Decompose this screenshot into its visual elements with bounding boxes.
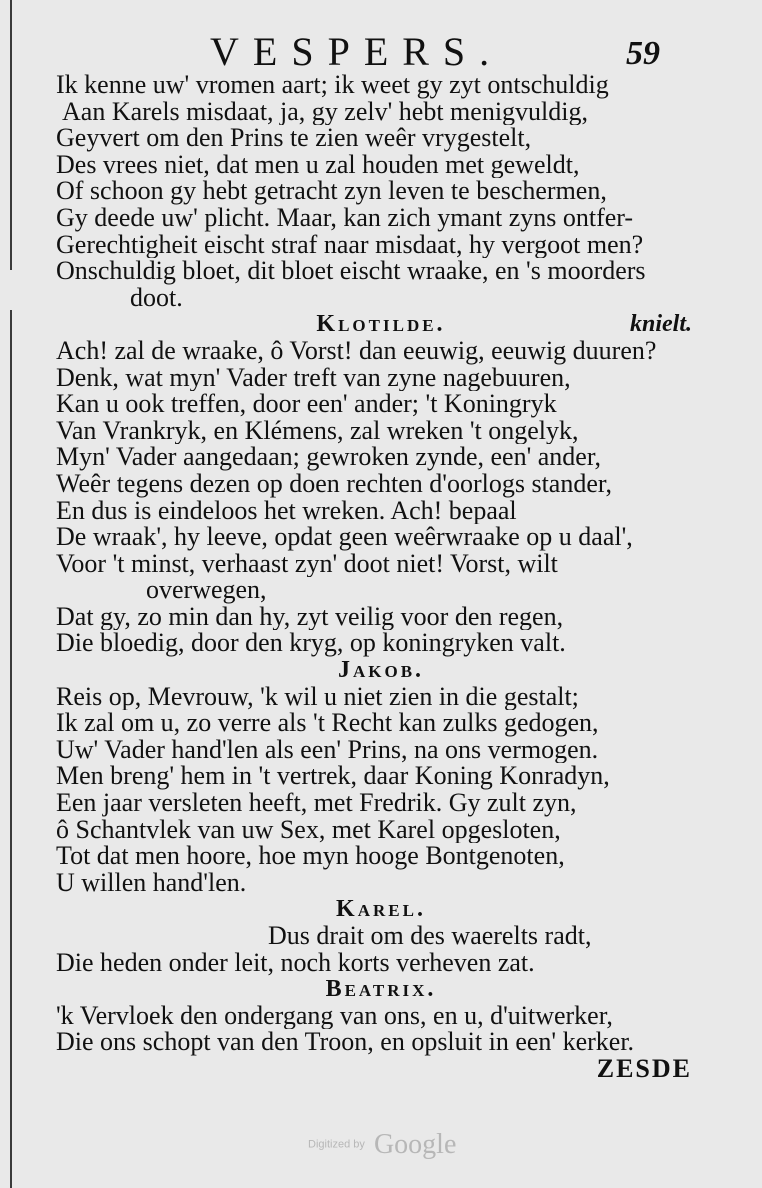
verse-line-continuation: doot. [130, 284, 183, 312]
digitization-watermark [308, 1124, 456, 1164]
verse-line: Gerechtigheit eischt straf naar misdaat, hy vergoot men? [56, 231, 644, 259]
verse-line: Die heden onder leit, noch korts verheven zat. [56, 949, 535, 977]
verse-line: Ik kenne uw' vromen aart; ik weet gy zyt ontschuldig [56, 72, 609, 99]
page-header [0, 28, 762, 76]
verse-line: ô Schantvlek van uw Sex, met Karel opgesloten, [56, 816, 561, 844]
verse-line: Een jaar versleten heeft, met Fredrik. Gy zult zyn, [56, 790, 577, 817]
verse-line: Of schoon gy hebt getracht zyn leven te beschermen, [56, 178, 607, 205]
verse-line: Die ons schopt van den Troon, en opsluit in een' kerker. [56, 1029, 635, 1056]
speaker-karel: Karel. [336, 896, 426, 923]
verse-line: Denk, wat myn' Vader treft van zyne nagebuuren, [56, 364, 571, 392]
verse-line: Myn' Vader aangedaan; gewroken zynde, een' ander, [56, 444, 601, 471]
verse-line: De wraak', hy leeve, opdat geen weêrwraake op u daal', [56, 524, 633, 551]
speaker-beatrix: Beatrix. [325, 976, 437, 1003]
running-title: VESPERS. [210, 29, 504, 74]
page-number: 59 [626, 35, 660, 72]
verse-line: Aan Karels misdaat, ja, gy zelv' hebt menigvuldig, [62, 98, 588, 126]
watermark-small-text: Digitized by [308, 1138, 365, 1151]
verse-line: U willen hand'len. [56, 869, 247, 897]
verse-line: Weêr tegens dezen op doen rechten d'oorlogs stander, [56, 470, 613, 498]
watermark-logo-text: Google [373, 1128, 457, 1160]
verse-line: Onschuldig bloet, dit bloet eischt wraake, en 's moorders [56, 258, 646, 285]
verse-text [56, 72, 706, 1083]
verse-line: Des vrees niet, dat men u zal houden met geweldt, [56, 151, 580, 179]
verse-line: En dus is eindeloos het wreken. Ach! bepaal [56, 497, 517, 525]
verse-line: Men breng' hem in 't vertrek, daar Koning Konradyn, [56, 763, 610, 791]
verse-line: Dus drait om des waerelts radt, [268, 923, 592, 950]
verse-line: Van Vrankryk, en Klémens, zal wreken 't ongelyk, [56, 417, 579, 445]
speaker-jakob: Jakob. [337, 657, 425, 684]
verse-line: 'k Vervloek den ondergang van ons, en u, d'uitwerker, [56, 1002, 613, 1030]
verse-line-continuation: overwegen, [146, 577, 267, 604]
verse-line: Kan u ook treffen, door een' ander; 't Koningryk [56, 391, 557, 418]
verse-line: Geyvert om den Prins te zien weêr vrygestelt, [56, 125, 532, 152]
stage-direction: knielt. [629, 311, 692, 338]
speaker-klotilde: Klotilde. [316, 311, 446, 338]
speaker-heading-row [56, 311, 706, 338]
catchword: ZESDE [596, 1055, 692, 1083]
verse-line: Uw' Vader hand'len als een' Prins, na ons vermogen. [56, 736, 599, 764]
verse-line: Dat gy, zo min dan hy, zyt veilig voor den regen, [56, 603, 564, 631]
verse-line: Tot dat men hoore, hoe myn hooge Bontgenoten, [56, 843, 565, 870]
verse-line: Reis op, Mevrouw, 'k wil u niet zien in die gestalt; [56, 683, 579, 711]
verse-line: Ik zal om u, zo verre als 't Recht kan zulks gedogen, [56, 710, 599, 737]
verse-line: Die bloedig, door den kryg, op koningryken valt. [56, 630, 566, 658]
verse-line: Ach! zal de wraake, ô Vorst! dan eeuwig, eeuwig duuren? [56, 337, 657, 365]
verse-line: Gy deede uw' plicht. Maar, kan zich ymant zyns ontfer- [56, 204, 634, 232]
verse-line: Voor 't minst, verhaast zyn' doot niet! Vorst, wilt [56, 550, 558, 578]
